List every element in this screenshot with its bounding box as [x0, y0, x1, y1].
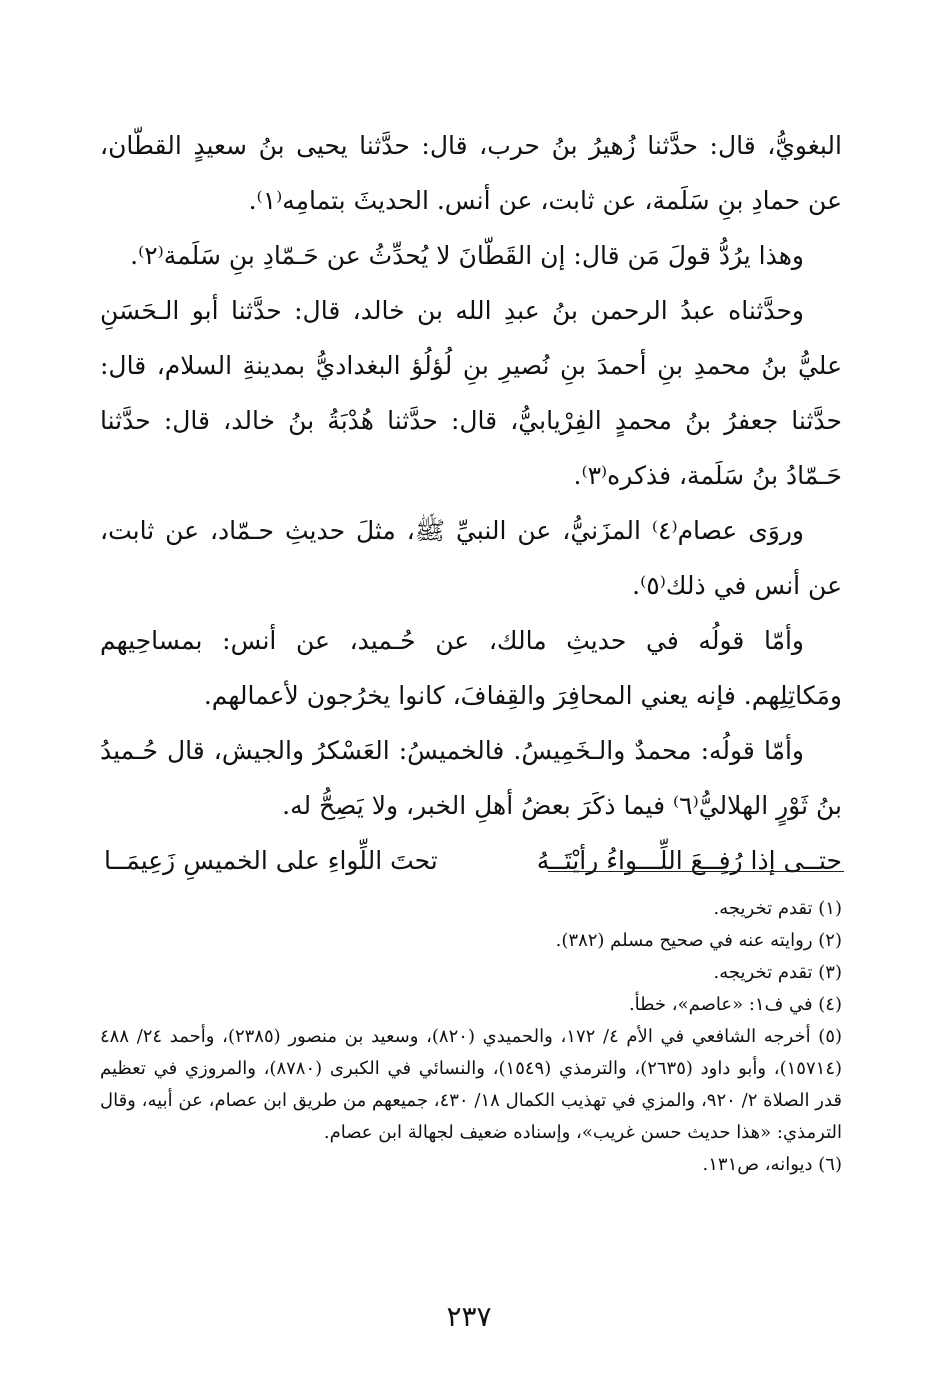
main-text [100, 118, 842, 888]
footnote-5: (٥) أخرجه الشافعي في الأم ٤/ ١٧٢، والحميدي (٨٢٠)، وسعيد بن منصور (٢٣٨٥)، وأحمد ٢٤/ ٤٨٨ (١٥٧١٤)، وأبو داود (٢٦٣٥)، والترمذي (١٥٤٩)، والنسائي في الكبرى (٨٧٨٠)، والمروزي في تعظيم قدر الصلاة ٢/ ٩٢٠، والمزي في تهذيب الكمال ١٨/ ٤٣٠، جميعهم من طريق ابن عصام، عن أبيه، وقال الترمذي: «هذا حديث حسن غريب»، وإسناده ضعيف لجهالة ابن عصام. [100, 1026, 843, 1143]
footnote-1: (١) تقدم تخريجه. [713, 898, 842, 919]
paragraph-2: وهذا يرُدُّ قولَ مَن قال: إن القَطّانَ لا يُحدِّثُ عن حَـمّادِ بنِ سَلَمة⁽٢⁾. [130, 241, 804, 270]
poetry-verse [100, 833, 842, 888]
footnote-2: (٢) روايته عنه في صحيح مسلم (٣٨٢). [555, 930, 842, 951]
paragraph-3: وحدَّثناه عبدُ الرحمن بنُ عبدِ الله بن خالد، قال: حدَّثنا أبو الـحَسَنِ عليُّ بنُ محمدِ بنِ أحمدَ بنِ نُصيرِ بنِ لُؤلُؤ البغداديُّ بمدينةِ السلام، قال: حدَّثنا جعفرُ بنُ محمدٍ الفِرْيابيُّ، قال: حدَّثنا هُدْبَةُ بنُ خالد، قال: حدَّثنا حَـمّادُ بنُ سَلَمة، فذكره⁽٣⁾. [100, 296, 842, 490]
page-number: ٢٣٧ [446, 1300, 492, 1333]
footnote-3: (٣) تقدم تخريجه. [713, 962, 842, 983]
paragraph-5: وأمّا قولُه في حديثِ مالك، عن حُـميد، عن أنس: بمساحِيهم ومَكاتِلِهم. فإنه يعني المحافِرَ والقِفافَ، كانوا يخرُجون لأعمالهم. [100, 626, 842, 710]
paragraph-4: وروَى عصام⁽٤⁾ المزَنيُّ، عن النبيِّ ﷺ، مثلَ حديثِ حـمّاد، عن ثابت، عن أنس في ذلك⁽٥⁾. [100, 516, 842, 600]
footnote-6: (٦) ديوانه، ص١٣١. [702, 1154, 842, 1175]
paragraph-6: وأمّا قولُه: محمدٌ والـخَمِيسُ. فالخميسُ: العَسْكرُ والجيش، قال حُـميدُ بنُ ثَوْرٍ الهلاليُّ⁽٦⁾ فيما ذكَرَ بعضُ أهلِ الخبر، ولا يَصِحُّ له. [100, 736, 842, 820]
paragraph-1: البغويُّ، قال: حدَّثنا زُهيرُ بنُ حرب، قال: حدَّثنا يحيى بنُ سعيدٍ القطّان، عن حمادِ بنِ سَلَمة، عن ثابت، عن أنس. الحديثَ بتمامِه⁽١⁾. [100, 131, 842, 215]
verse-second-hemistich: تحتَ اللِّواءِ على الخميسِ زَعِيمَــا [104, 846, 438, 875]
footnotes [100, 893, 842, 1181]
verse-first-hemistich: حتــى إذا رُفِــعَ اللِّـــواءُ رأيْتَــهُ [536, 846, 842, 875]
footnote-4: (٤) في ف١: «عاصم»، خطأ. [628, 994, 842, 1015]
footnote-separator [548, 871, 844, 872]
